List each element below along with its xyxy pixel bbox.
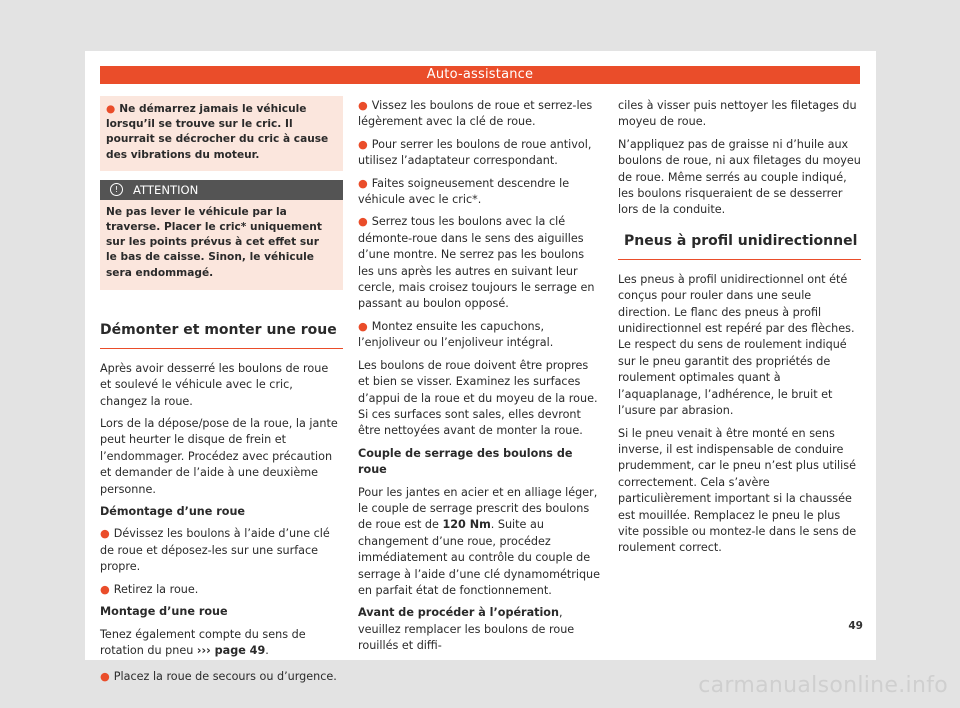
paragraph: ciles à visser puis nettoyer les filetages du moyeu de roue. — [618, 99, 857, 129]
section-header: Auto-assistance — [100, 66, 860, 84]
subheading: Démontage d’une roue — [100, 505, 245, 519]
page-number: 49 — [848, 620, 863, 632]
warning-text: Ne démarrez jamais le véhicule lorsqu’il se trouve sur le cric. Il pourrait se décrocher du cric à cause des vibrations du moteur. — [106, 103, 329, 161]
column-right — [618, 98, 861, 563]
subheading: Couple de serrage des boulons de roue — [358, 446, 573, 477]
section-title: Démonter et monter une roue — [100, 320, 343, 349]
bullet-icon: ● — [106, 103, 116, 115]
attention-text: Ne pas lever le véhicule par la traverse. Placer le cric* uniquement sur les points prévus à cet effet sur le bas de caisse. Sinon, le véhicule sera endommagé. — [106, 205, 322, 279]
paragraph: Si le pneu venait à être monté en sens inverse, il est indispensable de conduire prudemment, car le pneu n’est plus utilisé correctement. Cela s’avère particulièrement important si la chaussée est mouillée. Remplacez le pneu le plus vite possible ou montez-le dans le sens de roulement correct. — [618, 426, 857, 555]
list-item: ● Faites soigneusement descendre le véhicule avec le cric*. — [358, 176, 570, 207]
info-icon: ! — [110, 183, 123, 196]
bullet-icon: ● — [100, 670, 110, 684]
paragraph: Avant de procéder à l’opération, veuillez remplacer les boulons de roue rouillés et diffi- — [358, 606, 575, 653]
bullet-icon: ● — [358, 137, 368, 151]
paragraph: Tenez également compte du sens de rotation du pneu ››› page 49. — [100, 627, 306, 657]
paragraph: Les pneus à profil unidirectionnel ont été conçus pour rouler dans une seule direction. Le flanc des pneus à profil unidirectionnel est repéré par des flèches. Le respect du sens de roulement indiqué sur le pneu garantit des propriétés de roulement optimales quant à l’aquaplanage, l’adhérence, le bruit et l’usure par abrasion. — [618, 272, 855, 418]
column-middle — [358, 98, 602, 661]
list-item: ● Montez ensuite les capuchons, l’enjoliveur ou l’enjoliveur intégral. — [358, 319, 554, 350]
list-item: ● Vissez les boulons de roue et serrez-les légèrement avec la clé de roue. — [358, 99, 593, 129]
subheading: Montage d’une roue — [100, 605, 228, 619]
list-item: ● Serrez tous les boulons avec la clé démonte-roue dans le sens des aiguilles d’une montre. Ne serrez pas les boulons les uns après les autres en suivant leur cercle, mais croisez toujours le serrage en passant au boulon opposé. — [358, 215, 595, 311]
attention-label: ATTENTION — [133, 182, 199, 197]
column-left — [100, 96, 343, 692]
attention-header — [100, 180, 343, 200]
attention-box — [100, 180, 343, 290]
watermark: carmanualsonline.info — [698, 673, 948, 698]
warning-box — [100, 96, 343, 171]
bullet-icon: ● — [358, 215, 368, 229]
bullet-icon: ● — [358, 99, 368, 112]
bullet-icon: ● — [100, 582, 110, 596]
bullet-icon: ● — [358, 319, 368, 333]
paragraph: Lors de la dépose/pose de la roue, la jante peut heurter le disque de frein et l’endommager. Procédez avec précaution et demander de l’aide à une deuxième personne. — [100, 417, 338, 496]
bullet-icon: ● — [100, 527, 110, 541]
list-item: ● Dévissez les boulons à l’aide d’une clé de roue et déposez-les sur une surface propre. — [100, 527, 330, 574]
paragraph: Après avoir desserré les boulons de roue et soulevé le véhicule avec le cric, changez la roue. — [100, 361, 329, 408]
list-item: ● Retirez la roue. — [100, 582, 199, 596]
list-item: ● Pour serrer les boulons de roue antivol, utilisez l’adaptateur correspondant. — [358, 137, 592, 168]
list-item: ● Placez la roue de secours ou d’urgence. — [100, 670, 337, 684]
section-title: Pneus à profil unidirectionnel — [618, 231, 861, 260]
page-link[interactable]: ››› page 49 — [196, 643, 266, 657]
torque-value: 120 Nm — [442, 518, 491, 532]
bullet-icon: ● — [358, 176, 368, 190]
paragraph: Les boulons de roue doivent être propres et bien se visser. Examinez les surfaces d’appui de la roue et du moyeu de la roue. Si ces surfaces sont sales, elles devront être nettoyées avant de monter la roue. — [358, 358, 598, 438]
paragraph: N’appliquez pas de graisse ni d’huile aux boulons de roue, ni aux filetages du moyeu de roue. Même serrés au couple indiqué, les boulons risqueraient de se desserrer lors de la conduite. — [618, 137, 861, 217]
paragraph: Pour les jantes en acier et en alliage léger, le couple de serrage prescrit des boulons de roue est de 120 Nm. Suite au changement d’une roue, procédez immédiatement au contrôle du couple de serrage à l’aide d’une clé dynamométrique en parfait état de fonctionnement. — [358, 485, 601, 597]
